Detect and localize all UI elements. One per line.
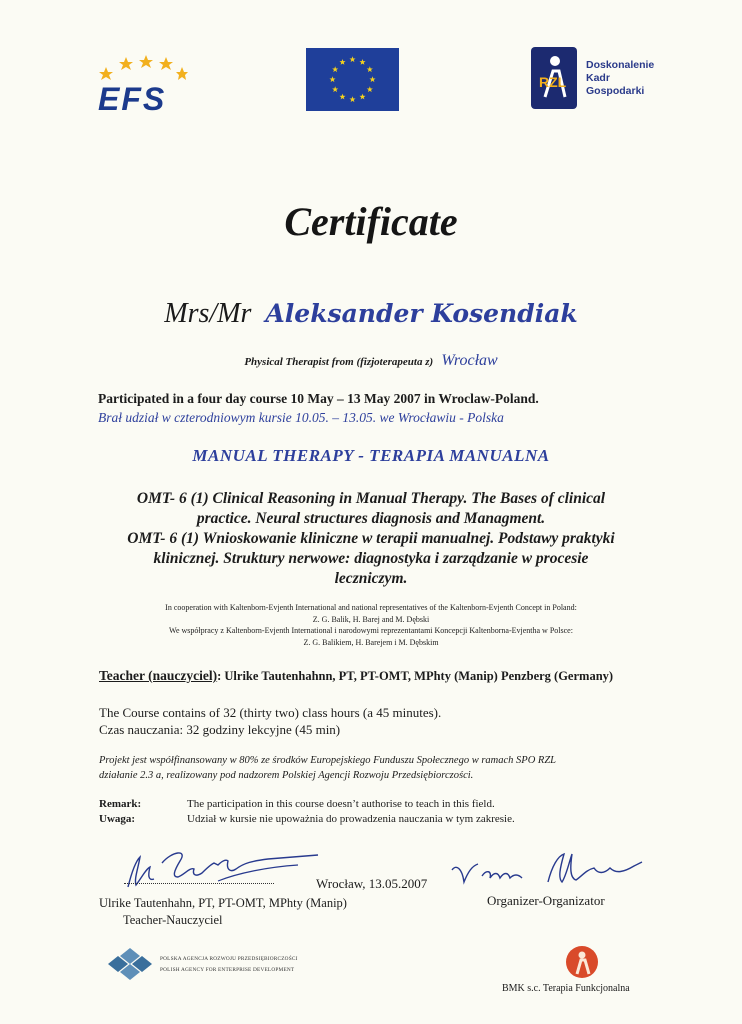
eu-flag-icon (306, 48, 399, 111)
parp-line-pl: POLSKA AGENCJA ROZWOJU PRZEDSIĘBIORCZOŚCI (160, 956, 298, 962)
omt-line: OMT- 6 (1) Clinical Reasoning in Manual Therapy. The Bases of clinical (136, 490, 606, 507)
certificate-title: Certificate (284, 199, 458, 244)
cooperation-line: Z. G. Balikiem, H. Barejem i M. Dębskim (303, 637, 439, 647)
uwaga-label: Uwaga: (99, 813, 136, 825)
profession-label: Physical Therapist from (fizjoterapeuta z) (244, 356, 434, 368)
omt-line: klinicznej. Struktury nerwowe: diagnostyka i zarządzanie w procesie (153, 550, 589, 567)
organizer-label: Organizer-Organizator (487, 893, 605, 908)
hours-en: The Course contains of 32 (thirty two) class hours (a 45 minutes). (99, 705, 442, 720)
signer-role: Teacher-Nauczyciel (123, 913, 223, 927)
hours-pl: Czas nauczania: 32 godziny lekcyjne (45 min) (99, 722, 341, 737)
cooperation-note (0, 602, 742, 648)
rzl-organization-name (586, 59, 654, 98)
recipient-line (0, 298, 742, 330)
remark-label: Remark: (99, 798, 142, 810)
teacher-label: Teacher (nauczyciel) (99, 668, 218, 683)
salutation: Mrs/Mr (164, 298, 252, 329)
funding-line: Projekt jest współfinansowany w 80% ze środków Europejskiego Funduszu Społecznego w ramach SPO RZL (99, 755, 557, 766)
teacher-line (99, 668, 613, 684)
parp-line-en: POLISH AGENCY FOR ENTERPRISE DEVELOPMENT (160, 967, 295, 973)
signer-name: Ulrike Tautenhahn, PT, PT-OMT, MPhty (Manip) (99, 896, 347, 910)
omt-line: leczniczym. (334, 570, 408, 587)
organizer-signature (448, 848, 648, 890)
cooperation-line: In cooperation with Kaltenborn-Evjenth International and national representatives of the Kaltenborn-Evjenth Concept in Poland: (165, 603, 577, 612)
efs-logo (96, 52, 188, 116)
omt-description (0, 489, 742, 589)
bmk-logo (565, 944, 599, 980)
place-and-date: Wrocław, 13.05.2007 (316, 876, 428, 891)
rzl-logo (531, 47, 577, 109)
remark-block (99, 797, 515, 827)
participation-en: Participated in a four day course 10 May – 13 May 2007 in Wroclaw-Poland. (98, 391, 539, 406)
svg-text:EFS: EFS (98, 81, 167, 116)
teacher-value: : Ulrike Tautenhahnn, PT, PT-OMT, MPhty (Manip) Penzberg (Germany) (217, 669, 614, 683)
rzl-line-1: Doskonalenie (586, 59, 655, 71)
signature-dotted-line (124, 883, 274, 884)
omt-line: practice. Neural structures diagnosis and Managment. (196, 510, 546, 527)
course-hours (99, 704, 441, 738)
rzl-line-3: Gospodarki (586, 85, 645, 97)
remark-text: The participation in this course doesn’t authorise to teach in this field. (187, 798, 495, 810)
uwaga-text: Udział w kursie nie upoważnia do prowadzenia nauczania w tym zakresie. (187, 813, 515, 825)
course-title: MANUAL THERAPY - TERAPIA MANUALNA (192, 446, 550, 465)
recipient-name: Aleksander Kosendiak (265, 299, 578, 328)
teacher-signature (118, 843, 328, 893)
profession-line (0, 352, 742, 370)
rzl-line-2: Kadr (586, 72, 610, 84)
parp-logo (104, 947, 156, 981)
rzl-figure-icon (531, 47, 577, 109)
rzl-box-text: RZL (539, 74, 567, 90)
teacher-signature-caption (99, 895, 347, 929)
omt-line: OMT- 6 (1) Wnioskowanie kliniczne w terapii manualnej. Podstawy praktyki (127, 530, 615, 547)
recipient-city: Wrocław (441, 352, 498, 369)
parp-name (160, 954, 298, 976)
participation-pl: Brał udział w czterodniowym kursie 10.05. – 13.05. we Wrocławiu - Polska (98, 410, 504, 425)
bmk-name: BMK s.c. Terapia Funkcjonalna (502, 983, 630, 994)
funding-line: działanie 2.3 a, realizowany pod nadzorem Polskiej Agencji Rozwoju Przedsiębiorczości. (99, 770, 474, 781)
funding-note (99, 753, 556, 783)
cooperation-line: We współpracy z Kaltenborn-Evjenth International i narodowymi reprezentantami Koncepcji Kaltenborna-Evjentha w Polsce: (169, 626, 573, 635)
cooperation-line: Z. G. Balik, H. Barej and M. Dębski (312, 614, 430, 624)
